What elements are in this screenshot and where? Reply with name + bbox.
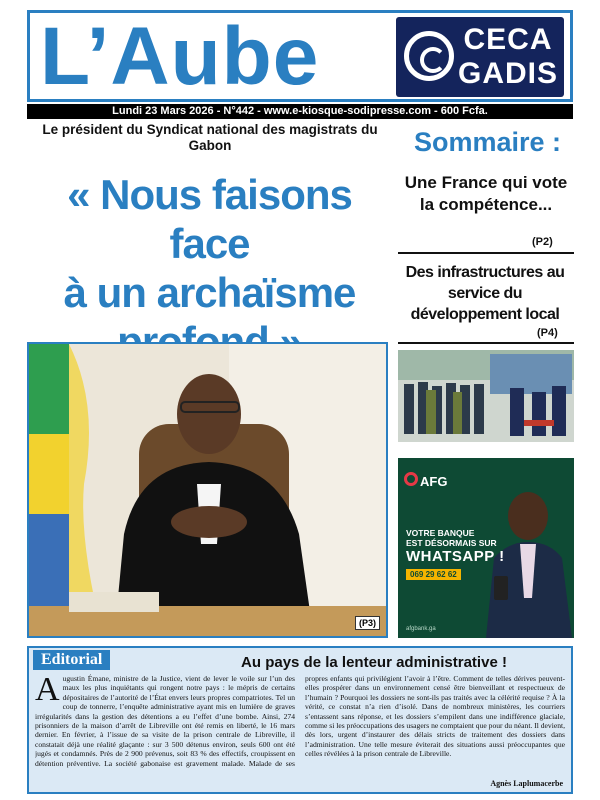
divider bbox=[398, 252, 574, 254]
headline-line: à un archaïsme bbox=[63, 269, 356, 316]
lead-headline[interactable] bbox=[22, 170, 397, 366]
sommaire-item-1-ref: (P2) bbox=[532, 236, 553, 248]
ad-footer: afgbank.ga bbox=[406, 626, 436, 632]
newspaper-logo: L’Aube bbox=[40, 11, 320, 102]
sponsor-logo-icon bbox=[404, 31, 454, 81]
editorial-label: Editorial bbox=[33, 650, 110, 670]
editorial-dropcap: A bbox=[35, 674, 60, 708]
editorial-signature: Agnès Laplumacerbe bbox=[490, 779, 563, 788]
masthead bbox=[27, 10, 573, 102]
ad-phone-number: 069 29 62 62 bbox=[406, 569, 461, 580]
editorial-body bbox=[35, 674, 565, 774]
ad-line1: VOTRE BANQUE bbox=[406, 528, 475, 538]
headline-line: « Nous faisons face bbox=[67, 171, 352, 267]
magistrate-portrait-image bbox=[29, 344, 388, 638]
ceremony-image bbox=[398, 350, 574, 442]
sommaire-item-2-ref: (P4) bbox=[537, 327, 558, 339]
sponsor-banner[interactable] bbox=[396, 17, 564, 97]
divider bbox=[398, 342, 574, 344]
ad-line3: WHATSAPP ! bbox=[406, 548, 505, 565]
photo-page-ref: (P3) bbox=[355, 616, 380, 630]
ad-line2: EST DÉSORMAIS SUR bbox=[406, 538, 497, 548]
sponsor-name-line2: GADIS bbox=[458, 57, 559, 90]
infrastructure-photo[interactable] bbox=[398, 350, 574, 442]
sponsor-name-line1: CECA bbox=[463, 23, 553, 56]
ad-brand: AFG bbox=[420, 474, 448, 489]
editorial-title[interactable]: Au pays de la lenteur administrative ! bbox=[241, 654, 507, 671]
lead-kicker: Le président du Syndicat national des magistrats du Gabon bbox=[42, 122, 378, 153]
sommaire-title: Sommaire : bbox=[413, 127, 562, 157]
sommaire-item-1[interactable]: Une France qui vote la compétence... bbox=[404, 173, 568, 214]
editorial-text: ugustin Émane, ministre de la Justice, vient de lever le voile sur l’un des maux les plus inquiétants qui rongent notre pays : le mépris de certains dépositaires de l’autorité de l’État envers leurs propres compatriotes. Tel un coup de tonnerre, l’enquête administrative ayant mis en lumière de graves irrégularités dans la gestion des détentions a eu l’effet d’une bombe. Ainsi, 274 prisonniers de la maison d’arrêt de Libreville ont été remis en liberté, le 16 mars dernier. En février, à l’issue de sa visite de la prison centrale de Libreville, il constatait déjà une réalité glaçante : sur 3 500 détenus environ, seuls 600 ont été jugés et condamnés. Près de 2 900 prévenus, soit 83 % des effectifs, croupissent en détention préventive. La société gabonaise est gravement malade. Malade de ses propres enfants qui privilégient l’avoir à l’être. Comment de telles dérives peuvent-elles prospérer dans un environnement censé être bienveillant et respectueux de l’humain ? Pourquoi les dossiers ne sont-ils pas traités avec la célérité requise ? À la vérité, ce constat n’a rien d’isolé. Dans de nombreux ministères, les courriers s’entassent sans réponse, et les dossiers s’empilent dans une indifférence glaciale, comme si les préoccupations des usagers ne comptaient que pour du néant. Il devient, dès lors, urgent d’instaurer des délais stricts de traitement des dossiers dans l’administration. Une telle mesure éviterait des situations aussi préoccupantes que celles révélées à la prison centrale de Libreville. bbox=[35, 674, 565, 768]
sommaire-item-2[interactable]: Des infrastructures au service du développement local bbox=[405, 264, 565, 323]
editorial-box bbox=[27, 646, 573, 794]
lead-photo[interactable] bbox=[27, 342, 388, 638]
bank-advertisement[interactable] bbox=[398, 458, 574, 638]
dateline: Lundi 23 Mars 2026 - N°442 - www.e-kiosque-sodipresse.com - 600 Fcfa. bbox=[27, 104, 573, 119]
